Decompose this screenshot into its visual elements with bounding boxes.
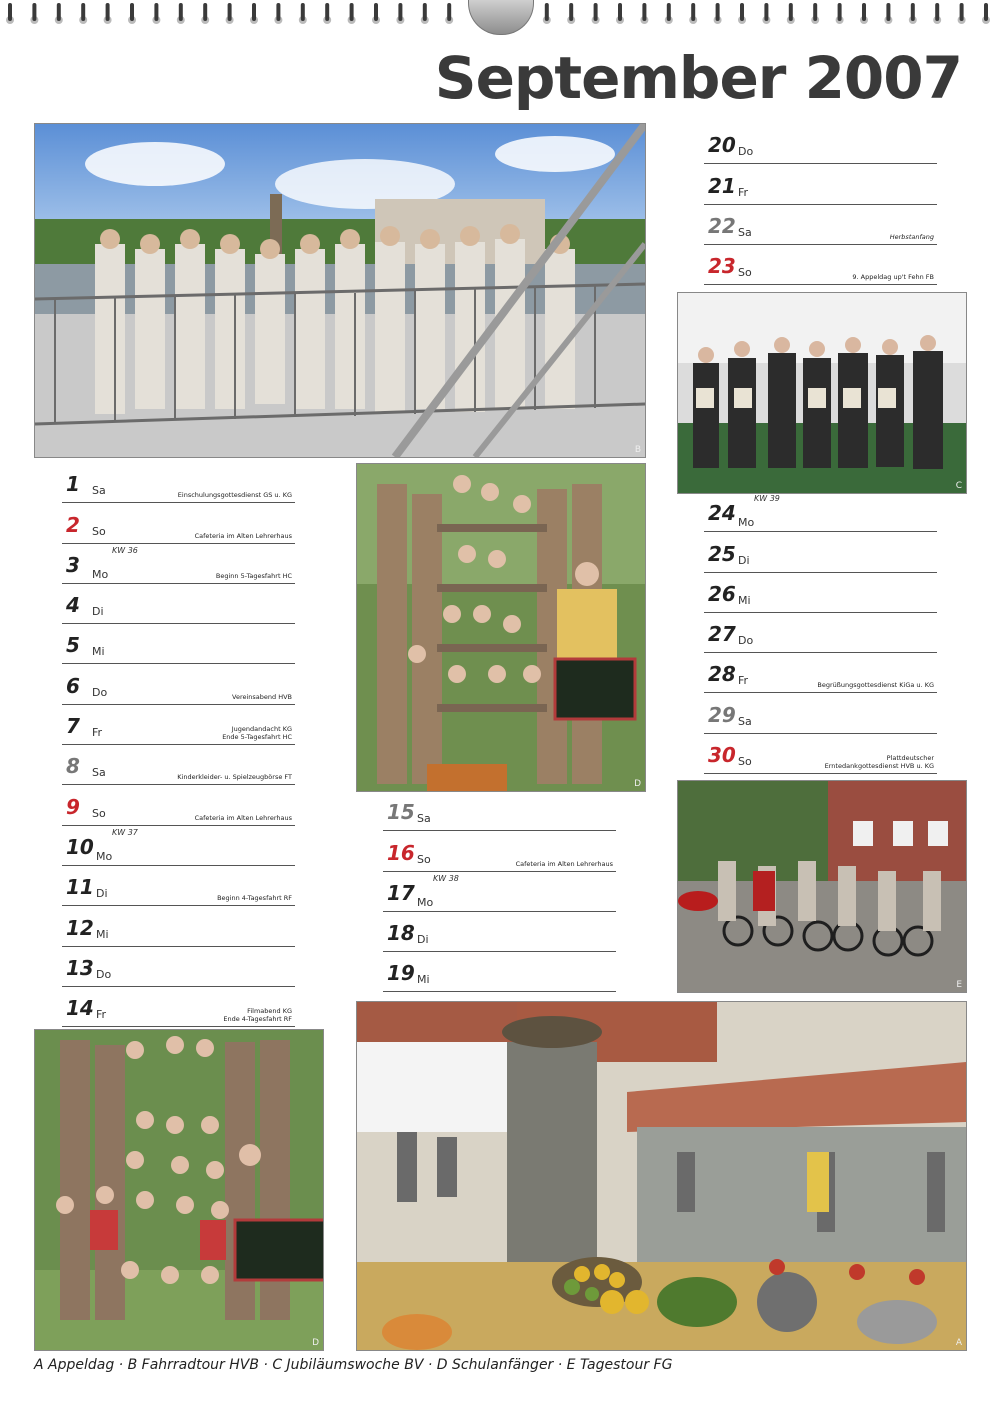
event-text: Jugendandacht KG Ende 5-Tagesfahrt HC xyxy=(222,725,292,742)
day-number: 27 xyxy=(708,622,736,647)
weekday-label: Sa xyxy=(738,225,752,239)
binding-ring xyxy=(226,3,234,24)
binding-ring xyxy=(274,3,282,24)
week-number: KW 38 xyxy=(433,873,459,883)
binding-ring xyxy=(909,3,917,24)
day-number: 16 xyxy=(387,840,415,865)
weekday-label: Sa xyxy=(417,812,431,826)
binding-ring xyxy=(6,3,14,24)
weekday-label: Sa xyxy=(738,714,752,728)
weekday-label: Sa xyxy=(92,484,106,498)
binding-ring xyxy=(640,3,648,24)
binding-ring xyxy=(177,3,185,24)
photo-d-school-starters-2 xyxy=(34,1029,324,1351)
weekday-label: Di xyxy=(738,553,750,567)
weekday-label: Di xyxy=(417,933,429,947)
binding-ring xyxy=(323,3,331,24)
weekday-label: Fr xyxy=(96,1008,107,1022)
day-row xyxy=(62,503,295,543)
day-number: 15 xyxy=(387,800,415,825)
day-number: 18 xyxy=(387,921,415,946)
photo-b-group-on-bridge xyxy=(34,123,646,458)
weekday-label: So xyxy=(417,852,431,866)
day-row xyxy=(704,245,937,285)
binding-ring xyxy=(396,3,404,24)
day-number: 25 xyxy=(708,541,736,566)
weekday-label: Di xyxy=(92,605,104,619)
day-row xyxy=(383,791,616,831)
weekday-label: So xyxy=(92,524,106,538)
photo-letter-c: C xyxy=(955,481,962,491)
weekday-label: Mo xyxy=(738,516,755,530)
day-number: 2 xyxy=(66,512,80,537)
binding-ring xyxy=(152,3,160,24)
day-number: 28 xyxy=(708,662,736,687)
day-row xyxy=(62,866,295,906)
weekday-label: Fr xyxy=(92,726,103,740)
event-text: Cafeteria im Alten Lehrerhaus xyxy=(194,531,292,540)
day-row xyxy=(704,613,937,653)
weekday-label: Sa xyxy=(92,766,106,780)
day-row xyxy=(704,693,937,733)
binding-ring xyxy=(762,3,770,24)
binding-ring xyxy=(299,3,307,24)
day-row xyxy=(62,705,295,745)
weekday-label: Do xyxy=(96,967,112,981)
day-number: 8 xyxy=(66,754,80,779)
day-number: 29 xyxy=(708,702,736,727)
event-text: Filmabend KG Ende 4-Tagesfahrt RF xyxy=(223,1007,292,1024)
day-row xyxy=(383,952,616,992)
binding-ring xyxy=(79,3,87,24)
day-number: 12 xyxy=(66,915,94,940)
day-row xyxy=(62,785,295,825)
day-row xyxy=(704,205,937,245)
day-number: 10 xyxy=(66,834,94,859)
binding-ring xyxy=(811,3,819,24)
event-text: Cafeteria im Alten Lehrerhaus xyxy=(194,813,292,822)
day-number: 23 xyxy=(708,254,736,279)
binding-ring xyxy=(836,3,844,24)
day-number: 30 xyxy=(708,743,736,768)
weekday-label: Mi xyxy=(417,973,430,987)
binding-ring xyxy=(738,3,746,24)
day-number: 17 xyxy=(387,880,415,905)
week-number: KW 39 xyxy=(754,494,780,503)
binding-ring xyxy=(787,3,795,24)
day-number: 24 xyxy=(708,501,736,526)
binding-ring xyxy=(348,3,356,24)
weekday-label: Do xyxy=(738,634,754,648)
binding-ring xyxy=(592,3,600,24)
day-number: 5 xyxy=(66,633,80,658)
event-text: Herbstanfang xyxy=(889,232,934,241)
day-row xyxy=(62,906,295,946)
event-text: Beginn 5-Tagesfahrt HC xyxy=(215,571,292,580)
day-row xyxy=(704,532,937,572)
binding-ring xyxy=(884,3,892,24)
event-text: Cafeteria im Alten Lehrerhaus xyxy=(515,859,613,868)
binding-ring xyxy=(421,3,429,24)
day-number: 1 xyxy=(66,472,80,497)
binding-ring xyxy=(665,3,673,24)
photo-d-school-starters-1 xyxy=(356,463,646,792)
weekday-label: Fr xyxy=(738,185,749,199)
day-number: 20 xyxy=(708,133,736,158)
binding-ring xyxy=(250,3,258,24)
day-row xyxy=(62,664,295,704)
day-row xyxy=(704,734,937,774)
binding-ring xyxy=(567,3,575,24)
day-row xyxy=(62,947,295,987)
weekday-label: Mi xyxy=(738,593,751,607)
day-number: 19 xyxy=(387,961,415,986)
day-number: 21 xyxy=(708,173,736,198)
binding-ring xyxy=(616,3,624,24)
day-number: 11 xyxy=(66,875,94,900)
binding-ring xyxy=(445,3,453,24)
day-list-1-14 xyxy=(62,463,295,1027)
day-row xyxy=(383,831,616,871)
photo-letter-b: B xyxy=(634,445,641,455)
day-number: 9 xyxy=(66,794,80,819)
event-text: Beginn 4-Tagesfahrt RF xyxy=(217,894,292,903)
event-text: Plattdeutscher Erntedankgottesdienst HVB u. KG xyxy=(824,754,934,771)
day-list-24-30 xyxy=(704,492,937,774)
week-number: KW 37 xyxy=(112,827,138,837)
weekday-label: Mo xyxy=(417,895,434,909)
event-text: 9. Appeldag up't Fehn FB xyxy=(852,273,934,282)
photo-letter-d2: D xyxy=(312,1338,319,1348)
weekday-label: Mo xyxy=(96,849,113,863)
day-list-20-23 xyxy=(704,124,937,285)
binding-ring xyxy=(860,3,868,24)
weekday-label: So xyxy=(92,806,106,820)
day-row xyxy=(383,872,616,912)
event-text: Kinderkleider- u. Spielzeugbörse FT xyxy=(177,773,292,782)
day-row xyxy=(62,544,295,584)
photo-letter-d1: D xyxy=(634,779,641,789)
day-number: 26 xyxy=(708,581,736,606)
day-number: 14 xyxy=(66,996,94,1021)
event-text: Vereinsabend HVB xyxy=(232,692,292,701)
day-row xyxy=(704,124,937,164)
photo-a-appeldag-scarecrow xyxy=(356,1001,967,1351)
day-number: 6 xyxy=(66,673,80,698)
week-number: KW 36 xyxy=(112,545,138,555)
binding-ring xyxy=(128,3,136,24)
day-row xyxy=(62,463,295,503)
page-title: September 2007 xyxy=(434,44,962,112)
photo-letter-a: A xyxy=(955,1338,962,1348)
binding-ring xyxy=(55,3,63,24)
weekday-label: So xyxy=(738,755,752,769)
photo-letter-e: E xyxy=(956,980,962,990)
day-row xyxy=(62,624,295,664)
binding-ring xyxy=(982,3,990,24)
weekday-label: So xyxy=(738,266,752,280)
binding-ring xyxy=(104,3,112,24)
day-row xyxy=(704,653,937,693)
photo-legend: A Appeldag · B Fahrradtour HVB · C Jubiläumswoche BV · D Schulanfänger · E Tagestour FG xyxy=(34,1357,673,1373)
day-number: 3 xyxy=(66,552,80,577)
weekday-label: Fr xyxy=(738,674,749,688)
day-row xyxy=(704,492,937,532)
binding-ring xyxy=(201,3,209,24)
event-text: Begrüßungsgottesdienst KiGa u. KG xyxy=(817,681,934,690)
day-row xyxy=(62,826,295,866)
day-row xyxy=(704,164,937,204)
weekday-label: Do xyxy=(738,145,754,159)
binding-ring xyxy=(689,3,697,24)
weekday-label: Mo xyxy=(92,567,109,581)
day-row xyxy=(62,584,295,624)
day-row xyxy=(383,912,616,952)
event-text: Einschulungsgottesdienst GS u. KG xyxy=(177,491,292,500)
binding-ring xyxy=(372,3,380,24)
binding-ring xyxy=(958,3,966,24)
photo-e-day-trip-bikes xyxy=(677,780,967,993)
binding-ring xyxy=(543,3,551,24)
weekday-label: Mi xyxy=(92,645,105,659)
day-row xyxy=(704,573,937,613)
weekday-label: Di xyxy=(96,887,108,901)
day-number: 4 xyxy=(66,593,80,618)
day-number: 7 xyxy=(66,714,80,739)
binding-ring xyxy=(933,3,941,24)
binding-ring xyxy=(30,3,38,24)
day-row xyxy=(62,745,295,785)
day-list-15-19 xyxy=(383,791,616,992)
weekday-label: Mi xyxy=(96,927,109,941)
day-number: 22 xyxy=(708,213,736,238)
photo-c-honorees-in-tent xyxy=(677,292,967,494)
weekday-label: Do xyxy=(92,685,108,699)
day-number: 13 xyxy=(66,955,94,980)
day-row xyxy=(62,987,295,1027)
binding-ring xyxy=(714,3,722,24)
